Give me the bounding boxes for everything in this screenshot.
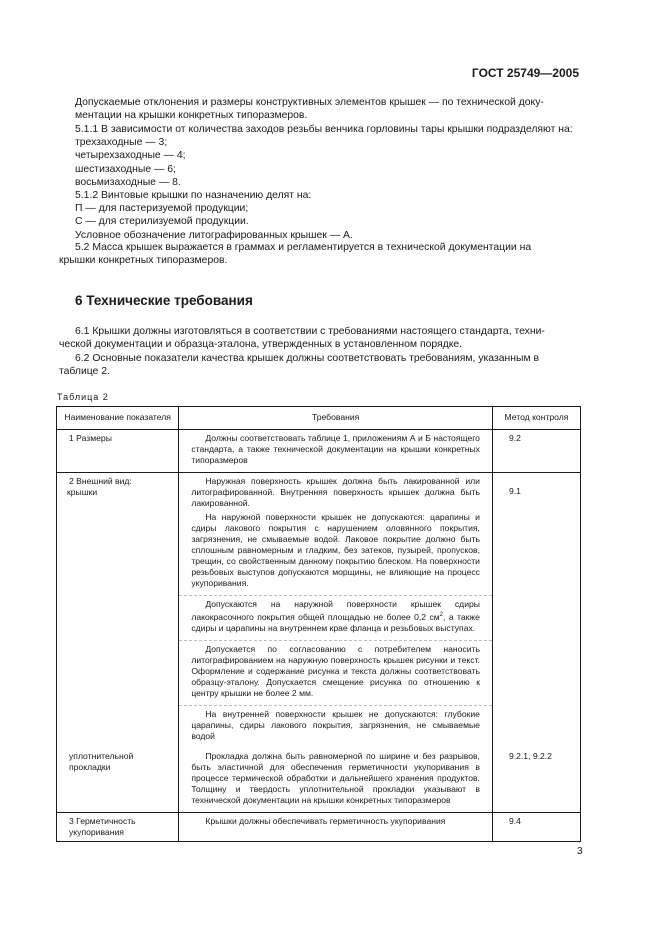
clause-6-2-line-1: 6.2 Основные показатели качества крышек должны соответствовать требованиям, указанным в: [75, 353, 539, 364]
intro-line-2: ментации на крышки конкретных типоразмеров.: [75, 110, 308, 122]
clause-5-2-line-1: 5.2 Масса крышек выражается в граммах и регламентируется в технической документации на: [75, 242, 532, 253]
requirement-paragraph: Допускаются на наружной поверхности крышек сдиры лакокрасочного покрытия общей площадью не более 0,2 $см^2$, а также сдиры и царапины на внутреннем крае фланца и резьбовых выступах.: [191, 599, 480, 633]
clause-6-2: [59, 352, 582, 378]
clause-5-2: [59, 241, 582, 267]
clause-6-1: [59, 325, 582, 351]
requirement-paragraph: Наружная поверхность крышек должна быть лакированной или литографированной. Внутренняя поверхность крышек должна быть лакированной.: [191, 476, 480, 508]
indicator-name-main: 2 Внешний вид:: [69, 476, 132, 486]
list-item: П — для пастеризуемой продукции;: [75, 203, 249, 215]
indicator-name: 1 Размеры: [57, 430, 179, 473]
clause-5-2-line-2: крышки конкретных типоразмеров.: [59, 255, 228, 267]
table-header-row: [57, 407, 581, 430]
indicator-name: [57, 473, 179, 596]
table-row: [57, 640, 581, 705]
requirement-paragraph: Допускается по согласованию с потребителем наносить литографированием на наружную поверхность крышек рисунки и текст. Оформление и содержание рисунка и текста должны соответствовать образцу-эталону. Допускается смещение рисунка по отношению к центру крышки не более 2 мм.: [191, 643, 480, 698]
requirement-paragraph: Прокладка должна быть равномерной по ширине и без разрывов, быть эластичной для обеспечения герметичности укупоривания в процессе термической обработки и дальнейшего хранения продуктов. Толщину и твердость уплотнительной прокладки указывают в технической документации на крышки конкретных типоразмеров: [191, 750, 480, 805]
column-header: Требования: [179, 407, 493, 430]
clause-5-1-2: [75, 189, 582, 242]
indicator-sub-caps: крышки: [67, 487, 98, 497]
clause-5-1-2-text: 5.1.2 Винтовые крышки по назначению делят на:: [75, 190, 312, 201]
clause-6-1-line-2: ческой документации и образца-эталона, утвержденных в установленном порядке.: [59, 339, 463, 351]
column-header: Наименование показателя: [57, 407, 179, 430]
clause-5-1-1: [75, 123, 582, 189]
list-item: С — для стерилизуемой продукции.: [75, 216, 249, 228]
table-row: [57, 705, 581, 748]
list-item: трехзаходные — 3;: [75, 137, 168, 149]
control-method: 9.1: [492, 473, 580, 596]
requirement-text: [179, 596, 493, 641]
column-header: Метод контроля: [492, 407, 580, 430]
table-row: [57, 748, 581, 813]
requirement-text: Крышки должны обеспечивать герметичность укупоривания: [179, 812, 493, 841]
indicator-sub-gasket: уплотнительной прокладки: [57, 748, 179, 813]
control-method: 9.2.1, 9.2.2: [492, 748, 580, 813]
list-item: шестизаходные — 6;: [75, 163, 176, 175]
table-row: [57, 430, 581, 473]
intro-line-1: Допускаемые отклонения и размеры конструктивных элементов крышек — по технической доку-: [75, 97, 544, 108]
requirement-text: [179, 705, 493, 748]
requirement-paragraph: На наружной поверхности крышек не допускаются: царапины и сдиры лакового покрытия с нарушением оловянного покрытия, загрязнения, не смываемые водой. Лаковое покрытие должно быть сплошным равномерным и гладким, без затеков, пузырей, пропусков, трещин, со свойственным данному покрытию блеском. На поверхности резьбовых выступов допускаются морщины, не влияющие на процесс укупоривания.: [191, 512, 480, 588]
clause-6-2-line-2: таблице 2.: [59, 366, 110, 378]
requirement-text: [179, 473, 493, 596]
clause-6-1-line-1: 6.1 Крышки должны изготовляться в соответствии с требованиями настоящего стандарта, техни-: [75, 326, 545, 337]
control-method: 9.2: [492, 430, 580, 473]
indicator-name: 3 Герметичность укупоривания: [57, 812, 179, 841]
requirement-text: [179, 748, 493, 813]
clause-5-1-2-note: Условное обозначение литографированных крышек — А.: [75, 229, 353, 241]
control-method: 9.4: [492, 812, 580, 841]
requirements-table: [56, 406, 581, 842]
intro-paragraph: [75, 96, 582, 122]
list-item: четырехзаходные — 4;: [75, 150, 186, 162]
requirement-text: Должны соответствовать таблице 1, приложениям А и Б настоящего стандарта, а также технической документации на крышки конкретных типоразмеров: [179, 430, 493, 473]
document-code: ГОСТ 25749—2005: [471, 66, 579, 80]
section-title: 6 Технические требования: [75, 293, 253, 308]
requirement-text: [179, 640, 493, 705]
page-number: 3: [577, 846, 583, 857]
requirement-paragraph: На внутренней поверхности крышек не допускаются: глубокие царапины, сдиры лакового покрытия, загрязнения, не смываемые водой: [191, 708, 480, 741]
table-row: [57, 596, 581, 641]
table-row: [57, 812, 581, 841]
table-row: [57, 473, 581, 596]
table-caption: Таблица 2: [57, 392, 109, 402]
clause-5-1-1-text: 5.1.1 В зависимости от количества заходов резьбы венчика горловины тары крышки подразделяют на:: [75, 124, 573, 135]
list-item: восьмизаходные — 8.: [75, 176, 181, 188]
